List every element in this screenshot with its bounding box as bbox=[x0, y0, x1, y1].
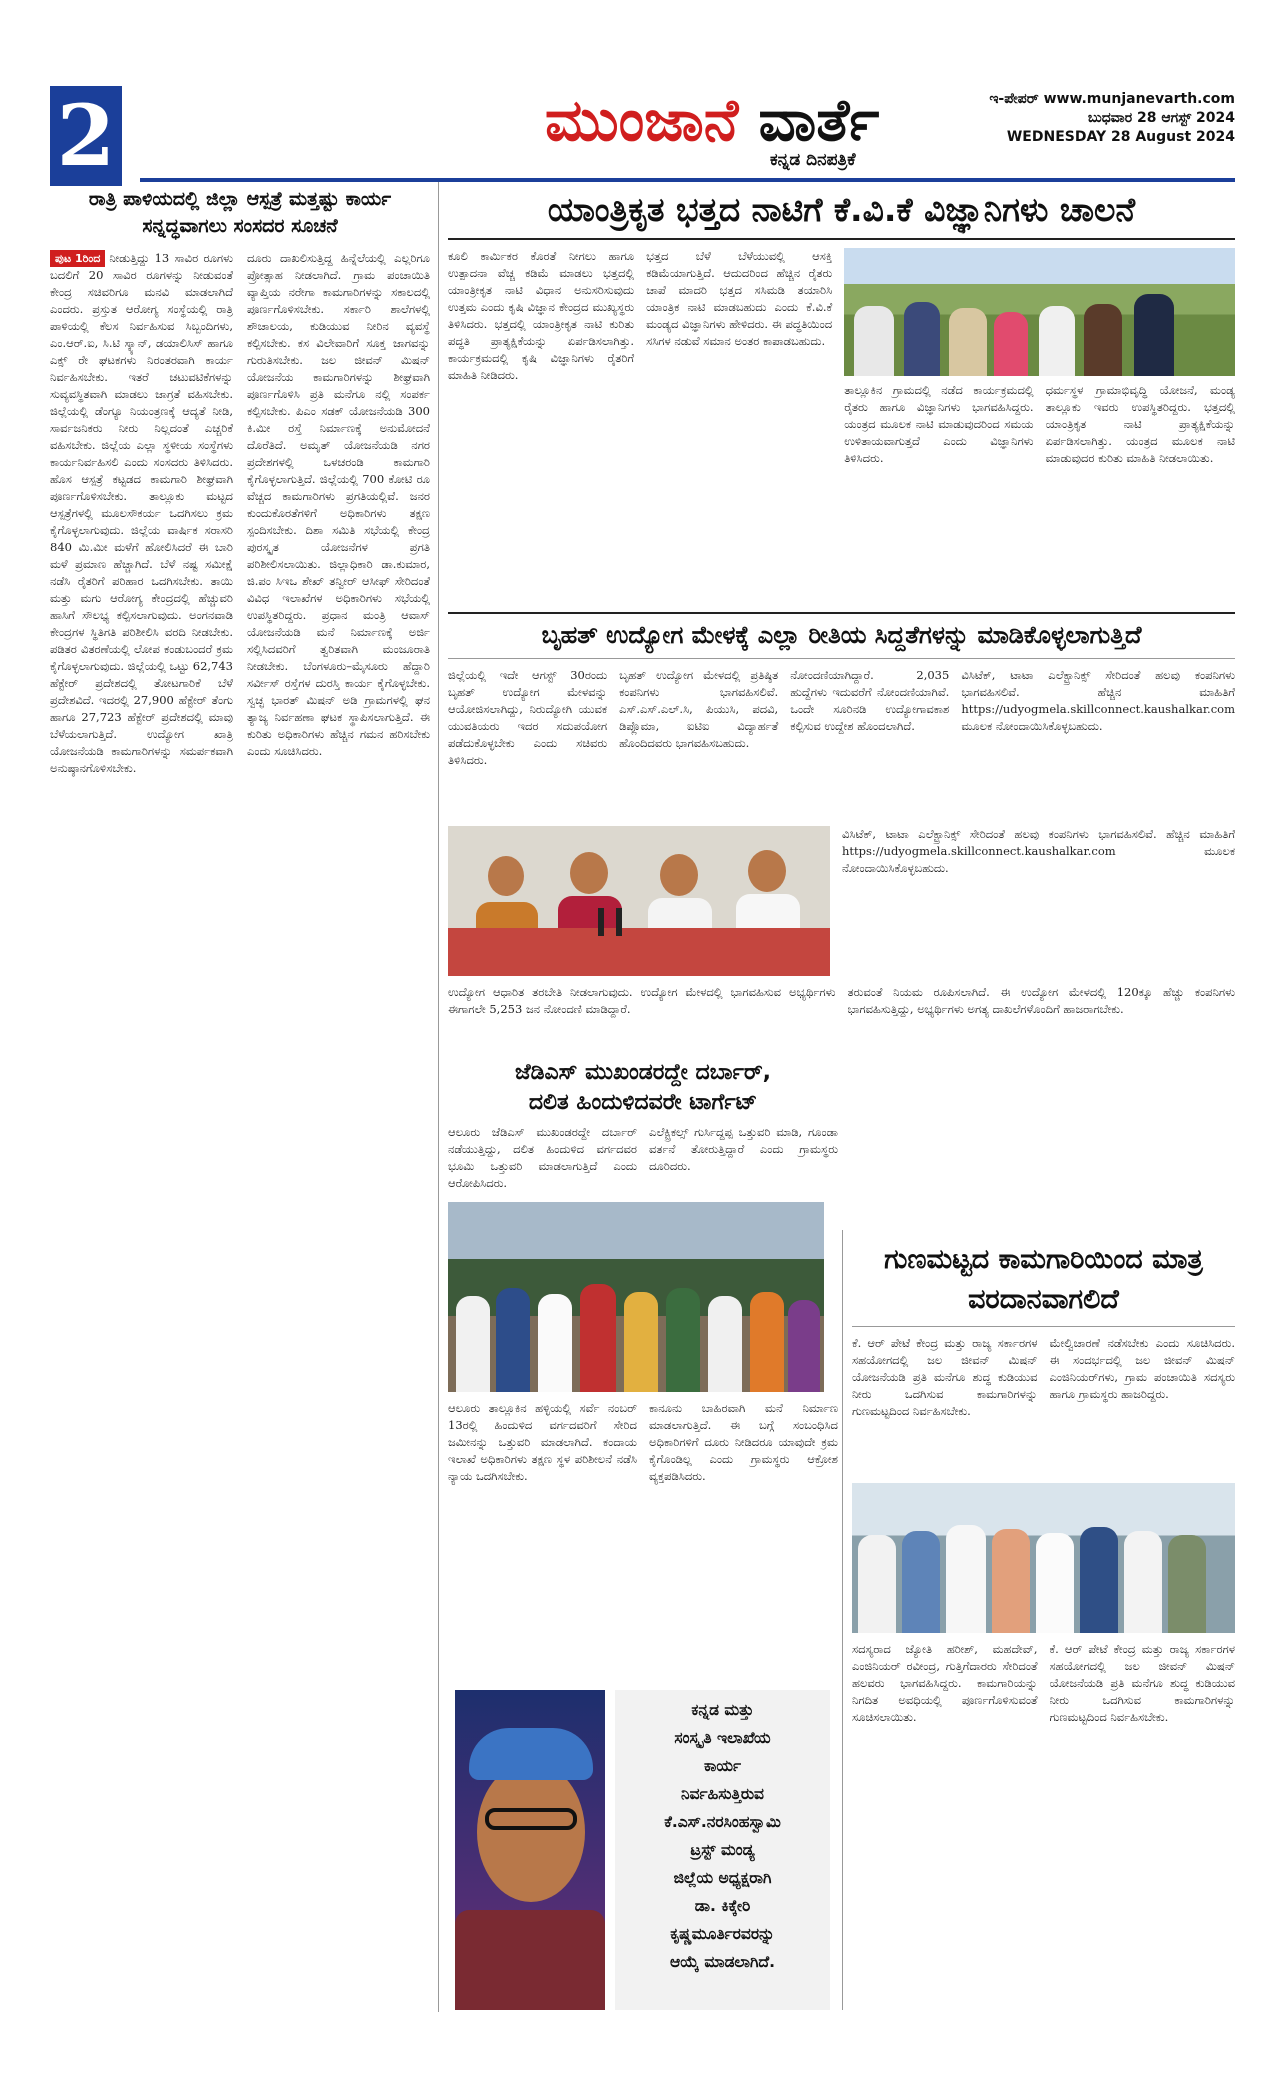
microphone-icon bbox=[598, 908, 604, 936]
left-story-text-1: ನೀಡುತ್ತಿದ್ದು 13 ಸಾವಿರ ರೂಗಳು ಬದಲಿಗೆ 20 ಸಾವಿರ ರೂಗಳನ್ನು ನೀಡುವಂತೆ ಕೇಂದ್ರ ಸಚಿವರಿಗೂ ಮನವಿ ಮಾಡಲಾಗಿದೆ ಎಂದರು. ಪ್ರಸ್ತುತ ಆರೋಗ್ಯ ಸಂಸ್ಥೆಯಲ್ಲಿ ರಾತ್ರಿ ಪಾಳಿಯಲ್ಲಿ ಕೆಲಸ ನಿರ್ವಹಿಸುವ ಸಿಬ್ಬಂದಿಗಳು, ಎಂ.ಆರ್.ಐ, ಸಿ.ಟಿ ಸ್ಕ್ಯಾನ್, ಡಯಾಲಿಸಿಸ್ ಹಾಗೂ ಎಕ್ಸ್ ರೇ ಘಟಕಗಳು ನಿರಂತರವಾಗಿ ಕಾರ್ಯ ನಿರ್ವಹಿಸಬೇಕು. ಇತರೆ ಚಟುವಟಿಕೆಗಳನ್ನು ಸುವ್ಯವಸ್ಥಿತವಾಗಿ ಮಾಡಲು ಜಾಗ್ರತೆ ವಹಿಸಬೇಕು. ಜಿಲ್ಲೆಯಲ್ಲಿ ಡೆಂಗ್ಯೂ ನಿಯಂತ್ರಣಕ್ಕೆ ಆದ್ಯತೆ ನೀಡಿ, ಸಾರ್ವಜನಿಕರು ನೀರು ನಿಲ್ಲದಂತೆ ಎಚ್ಚರಿಕೆ ವಹಿಸಬೇಕು. ಜಿಲ್ಲೆಯ ಎಲ್ಲಾ ಸ್ಥಳೀಯ ಸಂಸ್ಥೆಗಳು ಕಾರ್ಯನಿರ್ವಹಿಸಲಿ ಎಂದು ಸಂಸದರು ತಿಳಿಸಿದರು. ಹೊಸ ಆಸ್ಪತ್ರೆ ಕಟ್ಟಡದ ಕಾಮಗಾರಿ ಶೀಘ್ರವಾಗಿ ಪೂರ್ಣಗೊಳಿಸಬೇಕು. ತಾಲ್ಲೂಕು ಮಟ್ಟದ ಆಸ್ಪತ್ರೆಗಳಲ್ಲಿ ಮೂಲಸೌಕರ್ಯ ಒದಗಿಸಲು ಕ್ರಮ ಕೈಗೊಳ್ಳಲಾಗುವುದು. ಜಿಲ್ಲೆಯ ವಾರ್ಷಿಕ ಸರಾಸರಿ 840 ಮಿ.ಮೀ ಮಳೆಗೆ ಹೋಲಿಸಿದರೆ ಈ ಬಾರಿ ಮಳೆ ಪ್ರಮಾಣ ಹೆಚ್ಚಾಗಿದೆ. ಬೆಳೆ ನಷ್ಟ ಸಮೀಕ್ಷೆ ನಡೆಸಿ ರೈತರಿಗೆ ಪರಿಹಾರ ಒದಗಿಸಬೇಕು. ತಾಯಿ ಮತ್ತು ಮಗು ಆರೋಗ್ಯ ಕೇಂದ್ರದಲ್ಲಿ ಹೆಚ್ಚುವರಿ ಹಾಸಿಗೆ ಸೌಲಭ್ಯ ಕಲ್ಪಿಸಲಾಗುವುದು. ಅಂಗನವಾಡಿ ಕೇಂದ್ರಗಳ ಸ್ಥಿತಿಗತಿ ಪರಿಶೀಲಿಸಿ ವರದಿ ನೀಡಬೇಕು. ಪಡಿತರ ವಿತರಣೆಯಲ್ಲಿ ಲೋಪ ಕಂಡುಬಂದರೆ ಕ್ರಮ ಕೈಗೊಳ್ಳಲಾಗುವುದು. ಜಿಲ್ಲೆಯಲ್ಲಿ ಒಟ್ಟು 62,743 ಹೆಕ್ಟೇರ್ ಪ್ರದೇಶದಲ್ಲಿ ತೋಟಗಾರಿಕೆ ಬೆಳೆ ಪ್ರದೇಶವಿದೆ. ಇದರಲ್ಲಿ 27,900 ಹೆಕ್ಟೇರ್ ತೆಂಗು ಹಾಗೂ 27,723 ಹೆಕ್ಟೇರ್ ಪ್ರದೇಶದಲ್ಲಿ ಮಾವು ಬೆಳೆಯಲಾಗುತ್ತಿದೆ. ಉದ್ಯೋಗ ಖಾತ್ರಿ ಯೋಜನೆಯಡಿ ಕಾಮಗಾರಿಗಳನ್ನು ಸಮರ್ಪಕವಾಗಿ ಅನುಷ್ಠಾನಗೊಳಿಸಬೇಕು. bbox=[50, 251, 234, 775]
jds-intro-2: ಎಲೆಕ್ಟ್ರಿಕಲ್ಸ್ ಗುರ್ಸಿದ್ದಪ್ಪ ಒತ್ತುವರಿ ಮಾಡಿ, ಗೂಂಡಾ ವರ್ತನೆ ತೋರುತ್ತಿದ್ದಾರೆ ಎಂದು ಗ್ರಾಮಸ್ಥರು ದೂರಿದರು. bbox=[649, 1125, 838, 1173]
job-fair-headline: ಬೃಹತ್ ಉದ್ಯೋಗ ಮೇಳಕ್ಕೆ ಎಲ್ಲಾ ರೀತಿಯ ಸಿದ್ದತೆಗಳನ್ನು ಮಾಡಿಕೊಳ್ಳಲಾಗುತ್ತಿದೆ bbox=[448, 618, 1235, 659]
masthead bbox=[50, 86, 1235, 188]
jds-intro-1: ಆಲೂರು ಜೆಡಿಎಸ್ ಮುಖಂಡರದ್ದೇ ದರ್ಬಾರ್ ನಡೆಯುತ್ತಿದ್ದು, ದಲಿತ ಹಿಂದುಳಿದ ವರ್ಗದವರ ಭೂಮಿ ಒತ್ತುವರಿ ಮಾಡಲಾಗುತ್ತಿದೆ ಎಂದು ಆರೋಪಿಸಿದರು. bbox=[448, 1125, 637, 1190]
job-fair-column-1: ಜಿಲ್ಲೆಯಲ್ಲಿ ಇದೇ ಆಗಸ್ಟ್ 30ರಂದು ಬೃಹತ್ ಉದ್ಯೋಗ ಮೇಳವನ್ನು ಆಯೋಜಿಸಲಾಗಿದ್ದು, ನಿರುದ್ಯೋಗಿ ಯುವಕ ಯುವತಿಯರು ಇದರ ಸದುಪಯೋಗ ಪಡೆದುಕೊಳ್ಳಬೇಕು ಎಂದು ಸಚಿವರು ತಿಳಿಸಿದರು. bbox=[448, 668, 608, 767]
column-divider bbox=[842, 1230, 843, 2010]
jds-headline-2: ದಲಿತ ಹಿಂದುಳಿದವರೇ ಟಾರ್ಗೆಟ್ bbox=[528, 1090, 758, 1115]
seedling-column-1: ಕೂಲಿ ಕಾರ್ಮಿಕರ ಕೊರತೆ ನೀಗಲು ಹಾಗೂ ಉತ್ಪಾದನಾ ವೆಚ್ಚ ಕಡಿಮೆ ಮಾಡಲು ಭತ್ತದಲ್ಲಿ ಯಾಂತ್ರೀಕೃತ ನಾಟಿ ವಿಧಾನ ಅನುಸರಿಸುವುದು ಉತ್ತಮ ಎಂದು ಕೃಷಿ ವಿಜ್ಞಾನ ಕೇಂದ್ರದ ಮುಖ್ಯಸ್ಥರು ತಿಳಿಸಿದರು. ಭತ್ತದಲ್ಲಿ ಯಾಂತ್ರೀಕೃತ ನಾಟಿ ಕುರಿತು ಪದ್ಧತಿ ಪ್ರಾತ್ಯಕ್ಷಿಕೆಯನ್ನು ಏರ್ಪಡಿಸಲಾಗಿತ್ತು. ಕಾರ್ಯಕ್ರಮದಲ್ಲಿ ಕೃಷಿ ವಿಜ್ಞಾನಿಗಳು ರೈತರಿಗೆ ಮಾಹಿತಿ ನೀಡಿದರು. bbox=[448, 249, 635, 382]
left-story-column-2: ದೂರು ದಾಖಲಿಸುತ್ತಿದ್ದ ಹಿನ್ನೆಲೆಯಲ್ಲಿ ಎಲ್ಲರಿಗೂ ಪ್ರೋತ್ಸಾಹ ನೀಡಲಾಗಿದೆ. ಗ್ರಾಮ ಪಂಚಾಯಿತಿ ವ್ಯಾಪ್ತಿಯ ನರೇಗಾ ಕಾಮಗಾರಿಗಳನ್ನು ಸಕಾಲದಲ್ಲಿ ಪೂರ್ಣಗೊಳಿಸಬೇಕು. ಸರ್ಕಾರಿ ಶಾಲೆಗಳಲ್ಲಿ ಶೌಚಾಲಯ, ಕುಡಿಯುವ ನೀರಿನ ವ್ಯವಸ್ಥೆ ಕಲ್ಪಿಸಬೇಕು. ಕಸ ವಿಲೇವಾರಿಗೆ ಸೂಕ್ತ ಜಾಗವನ್ನು ಗುರುತಿಸಬೇಕು. ಜಲ ಜೀವನ್ ಮಿಷನ್ ಯೋಜನೆಯ ಕಾಮಗಾರಿಗಳನ್ನು ಶೀಘ್ರವಾಗಿ ಪೂರ್ಣಗೊಳಿಸಿ ಪ್ರತಿ ಮನೆಗೂ ನಲ್ಲಿ ಸಂಪರ್ಕ ಕಲ್ಪಿಸಬೇಕು. ಪಿಎಂ ಸಡಕ್ ಯೋಜನೆಯಡಿ 300 ಕಿ.ಮೀ ರಸ್ತೆ ನಿರ್ಮಾಣಕ್ಕೆ ಅನುಮೋದನೆ ದೊರೆತಿದೆ. ಅಮೃತ್ ಯೋಜನೆಯಡಿ ನಗರ ಪ್ರದೇಶಗಳಲ್ಲಿ ಒಳಚರಂಡಿ ಕಾಮಗಾರಿ ಕೈಗೊಳ್ಳಲಾಗುತ್ತಿದೆ. ಜಿಲ್ಲೆಯಲ್ಲಿ 700 ಕೋಟಿ ರೂ ವೆಚ್ಚದ ಕಾಮಗಾರಿಗಳು ಪ್ರಗತಿಯಲ್ಲಿವೆ. ಜನರ ಕುಂದುಕೊರತೆಗಳಿಗೆ ಅಧಿಕಾರಿಗಳು ತಕ್ಷಣ ಸ್ಪಂದಿಸಬೇಕು. ದಿಶಾ ಸಮಿತಿ ಸಭೆಯಲ್ಲಿ ಕೇಂದ್ರ ಪುರಸ್ಕೃತ ಯೋಜನೆಗಳ ಪ್ರಗತಿ ಪರಿಶೀಲಿಸಲಾಯಿತು. ಜಿಲ್ಲಾಧಿಕಾರಿ ಡಾ.ಕುಮಾರ, ಜಿ.ಪಂ ಸಿಇಒ ಶೇಖ್ ತನ್ವೀರ್ ಆಸೀಫ್ ಸೇರಿದಂತೆ ವಿವಿಧ ಇಲಾಖೆಗಳ ಅಧಿಕಾರಿಗಳು ಸಭೆಯಲ್ಲಿ ಉಪಸ್ಥಿತರಿದ್ದರು. ಪ್ರಧಾನ ಮಂತ್ರಿ ಆವಾಸ್ ಯೋಜನೆಯಡಿ ಮನೆ ನಿರ್ಮಾಣಕ್ಕೆ ಅರ್ಜಿ ಸಲ್ಲಿಸಿದವರಿಗೆ ತ್ವರಿತವಾಗಿ ಮಂಜೂರಾತಿ ನೀಡಬೇಕು. ಬೆಂಗಳೂರು–ಮೈಸೂರು ಹೆದ್ದಾರಿ ಸರ್ವೀಸ್ ರಸ್ತೆಗಳ ದುರಸ್ತಿ ಕಾರ್ಯ ಕೈಗೊಳ್ಳಬೇಕು. ಸ್ವಚ್ಛ ಭಾರತ್ ಮಿಷನ್ ಅಡಿ ಗ್ರಾಮಗಳಲ್ಲಿ ಘನ ತ್ಯಾಜ್ಯ ನಿರ್ವಹಣಾ ಘಟಕ ಸ್ಥಾಪಿಸಲಾಗುತ್ತಿದೆ. ಈ ಕುರಿತು ಅಧಿಕಾರಿಗಳು ಹೆಚ್ಚಿನ ಗಮನ ಹರಿಸಬೇಕು ಎಂದು ಸೂಚಿಸಿದರು. bbox=[247, 251, 430, 758]
page-number: 2 bbox=[50, 86, 122, 186]
date-kannada: ಬುಧವಾರ 28 ಆಗಸ್ಟ್ 2024 bbox=[1087, 110, 1235, 126]
turban-shape bbox=[469, 1728, 593, 1780]
announcement-line: ನಿರ್ವಹಿಸುತ್ತಿರುವ bbox=[680, 1785, 765, 1803]
jds-photo bbox=[448, 1202, 824, 1392]
announcement-line: ಕನ್ನಡ ಮತ್ತು bbox=[691, 1701, 754, 1719]
newspaper-brand bbox=[545, 86, 879, 154]
villager-figure bbox=[496, 1288, 530, 1392]
portrait-face bbox=[477, 1762, 585, 1902]
job-fair-column-4: ವಿಸಿಟೆಕ್, ಟಾಟಾ ಎಲೆಕ್ಟ್ರಾನಿಕ್ಸ್ ಸೇರಿದಂತೆ ಹಲವು ಕಂಪನಿಗಳು ಭಾಗವಹಿಸಲಿವೆ. ಹೆಚ್ಚಿನ ಮಾಹಿತಿಗೆ https://udyogmela.skillconnect.kaushalkar.com ಮೂಲಕ ನೋಂದಾಯಿಸಿಕೊಳ್ಳಬಹುದು. bbox=[961, 668, 1235, 733]
speaker-face bbox=[748, 850, 786, 892]
farmer-figure bbox=[1039, 306, 1075, 376]
official-figure bbox=[1168, 1535, 1206, 1633]
farmers-group bbox=[854, 306, 894, 376]
inauguration-photo bbox=[852, 1483, 1235, 1633]
glasses-icon bbox=[485, 1808, 577, 1830]
announcement-text bbox=[615, 1690, 830, 2010]
quality-column-1: ಕೆ. ಆರ್ ಪೇಟೆ ಕೇಂದ್ರ ಮತ್ತು ರಾಜ್ಯ ಸರ್ಕಾರಗಳ ಸಹಯೋಗದಲ್ಲಿ ಜಲ ಜೀವನ್ ಮಿಷನ್ ಯೋಜನೆಯಡಿ ಪ್ರತಿ ಮನೆಗೂ ಶುದ್ಧ ಕುಡಿಯುವ ನೀರು ಒದಗಿಸುವ ಕಾಮಗಾರಿಗಳನ್ನು ಗುಣಮಟ್ಟದಿಂದ ನಿರ್ವಹಿಸಬೇಕು. bbox=[852, 1336, 1038, 1418]
villager-figure bbox=[666, 1288, 700, 1392]
villager-figure bbox=[708, 1296, 742, 1392]
seedling-column-4: ಧರ್ಮಸ್ಥಳ ಗ್ರಾಮಾಭಿವೃದ್ಧಿ ಯೋಜನೆ, ಮಂಡ್ಯ ತಾಲ್ಲೂಕು ಇವರು ಉಪಸ್ಥಿತರಿದ್ದರು. ಭತ್ತದಲ್ಲಿ ಯಾಂತ್ರಿಕೃತ ನಾಟಿ ಪ್ರಾತ್ಯಕ್ಷಿಕೆಯನ್ನು ಏರ್ಪಡಿಸಲಾಗಿತ್ತು. ಯಂತ್ರದ ಮೂಲಕ ನಾಟಿ ಮಾಡುವುದರ ಕುರಿತು ಮಾಹಿತಿ ನೀಡಲಾಯಿತು. bbox=[1045, 383, 1235, 465]
portrait-photo bbox=[455, 1690, 605, 2010]
job-fair-column-2: ಬೃಹತ್ ಉದ್ಯೋಗ ಮೇಳದಲ್ಲಿ ಪ್ರತಿಷ್ಠಿತ ಕಂಪನಿಗಳು ಭಾಗವಹಿಸಲಿವೆ. ಎಸ್.ಎಸ್.ಎಲ್.ಸಿ, ಪಿಯುಸಿ, ಪದವಿ, ಡಿಪ್ಲೊಮಾ, ಐಟಿಐ ವಿದ್ಯಾರ್ಹತೆ ಹೊಂದಿದವರು ಭಾಗವಹಿಸಬಹುದು. bbox=[619, 668, 779, 750]
seedling-photo bbox=[844, 248, 1235, 376]
job-fair-sidebar-text: ವಿಸಿಟೆಕ್, ಟಾಟಾ ಎಲೆಕ್ಟ್ರಾನಿಕ್ಸ್ ಸೇರಿದಂತೆ ಹಲವು ಕಂಪನಿಗಳು ಭಾಗವಹಿಸಲಿವೆ. ಹೆಚ್ಚಿನ ಮಾಹಿತಿಗೆ https://udyogmela.skillconnect.kaushalkar.com ಮೂಲಕ ನೋಂದಾಯಿಸಿಕೊಳ್ಳಬಹುದು. bbox=[842, 827, 1235, 875]
announcement-line: ಆಯ್ಕೆ ಮಾಡಲಾಗಿದೆ. bbox=[670, 1953, 775, 1971]
announcement-line: ಜಿಲ್ಲೆಯ ಅಧ್ಯಕ್ಷರಾಗಿ bbox=[673, 1869, 772, 1887]
quality-column-3: ಸದಸ್ಯರಾದ ಜ್ಯೋತಿ ಹರೀಶ್, ಮಹದೇವ್, ಎಂಜಿನಿಯರ್ ರವೀಂದ್ರ, ಗುತ್ತಿಗೆದಾರರು ಸೇರಿದಂತೆ ಹಲವರು ಭಾಗವಹಿಸಿದ್ದರು. ಕಾಮಗಾರಿಯನ್ನು ನಿಗದಿತ ಅವಧಿಯಲ್ಲಿ ಪೂರ್ಣಗೊಳಿಸುವಂತೆ ಸೂಚಿಸಲಾಯಿತು. bbox=[852, 1642, 1038, 1724]
tagline: ಕನ್ನಡ ದಿನಪತ್ರಿಕೆ bbox=[770, 150, 856, 170]
left-story-column-1 bbox=[50, 250, 233, 2010]
speaker-face bbox=[570, 852, 608, 894]
official-figure bbox=[1036, 1533, 1074, 1633]
quality-column-2: ಮೇಲ್ವಿಚಾರಣೆ ನಡೆಸಬೇಕು ಎಂದು ಸೂಚಿಸಿದರು. ಈ ಸಂದರ್ಭದಲ್ಲಿ ಜಲ ಜೀವನ್ ಮಿಷನ್ ಎಂಜಿನಿಯರ್‌ಗಳು, ಗ್ರಾಮ ಪಂಚಾಯಿತಿ ಸದಸ್ಯರು ಹಾಗೂ ಗ್ರಾಮಸ್ಥರು ಹಾಜರಿದ್ದರು. bbox=[1049, 1336, 1235, 1401]
official-figure bbox=[902, 1531, 940, 1633]
villager-figure bbox=[456, 1296, 490, 1392]
farmer-figure bbox=[1134, 294, 1174, 376]
continuation-tag: ಪುಟ 1ರಿಂದ bbox=[50, 250, 105, 267]
villager-figure bbox=[624, 1292, 658, 1392]
villager-figure bbox=[750, 1292, 784, 1392]
left-story bbox=[50, 182, 430, 2022]
date-english: WEDNESDAY 28 August 2024 bbox=[1006, 129, 1235, 145]
official-figure bbox=[946, 1525, 986, 1633]
quality-work-story bbox=[852, 1240, 1235, 2010]
seedling-story bbox=[448, 188, 1235, 608]
job-fair-below-1: ಉದ್ಯೋಗ ಆಧಾರಿತ ತರಬೇತಿ ನೀಡಲಾಗುವುದು. ಉದ್ಯೋಗ ಮೇಳದಲ್ಲಿ ಭಾಗವಹಿಸುವ ಅಭ್ಯರ್ಥಿಗಳು ಈಗಾಗಲೇ 5,253 ಜನ ನೋಂದಣಿ ಮಾಡಿದ್ದಾರೆ. bbox=[448, 985, 836, 1016]
villager-figure bbox=[538, 1294, 572, 1392]
announcement-line: ಡಾ. ಕಿಕ್ಕೇರಿ bbox=[694, 1897, 751, 1915]
official-figure bbox=[1124, 1531, 1162, 1633]
announcement-box bbox=[455, 1690, 830, 2010]
quality-work-headline: ಗುಣಮಟ್ಟದ ಕಾಮಗಾರಿಯಿಂದ ಮಾತ್ರ ವರದಾನವಾಗಲಿದೆ bbox=[852, 1240, 1235, 1327]
brand-part2: ವಾರ್ತೆ bbox=[758, 86, 880, 154]
brand-part1: ಮುಂಜಾನೆ bbox=[545, 86, 739, 154]
seedling-column-3: ತಾಲ್ಲೂಕಿನ ಗ್ರಾಮದಲ್ಲಿ ನಡೆದ ಕಾರ್ಯಕ್ರಮದಲ್ಲಿ ರೈತರು ಹಾಗೂ ವಿಜ್ಞಾನಿಗಳು ಭಾಗವಹಿಸಿದ್ದರು. ಯಂತ್ರದ ಮೂಲಕ ನಾಟಿ ಮಾಡುವುದರಿಂದ ಸಮಯ ಉಳಿತಾಯವಾಗುತ್ತದೆ ಎಂದು ವಿಜ್ಞಾನಿಗಳು ತಿಳಿಸಿದರು. bbox=[844, 383, 1034, 465]
jds-headline-1: ಜೆಡಿಎಸ್ ಮುಖಂಡರದ್ದೇ ದರ್ಬಾರ್, bbox=[514, 1060, 772, 1085]
official-figure bbox=[992, 1529, 1030, 1633]
official-figure bbox=[858, 1535, 896, 1633]
farmer-figure bbox=[904, 302, 940, 376]
announcement-line: ಕೆ.ಎಸ್.ನರಸಿಂಹಸ್ವಾಮಿ bbox=[664, 1813, 781, 1831]
jds-column-1: ಆಲೂರು ತಾಲ್ಲೂಕಿನ ಹಳ್ಳಿಯಲ್ಲಿ ಸರ್ವೆ ನಂಬರ್ 13ರಲ್ಲಿ ಹಿಂದುಳಿದ ವರ್ಗದವರಿಗೆ ಸೇರಿದ ಜಮೀನನ್ನು ಒತ್ತುವರಿ ಮಾಡಲಾಗಿದೆ. ಕಂದಾಯ ಇಲಾಖೆ ಅಧಿಕಾರಿಗಳು ತಕ್ಷಣ ಸ್ಥಳ ಪರಿಶೀಲನೆ ನಡೆಸಿ ನ್ಯಾಯ ಒದಗಿಸಬೇಕು. bbox=[448, 1401, 637, 1483]
website-link[interactable]: ಇ-ಪೇಪರ್ www.munjanevarth.com bbox=[989, 91, 1235, 107]
jds-story bbox=[448, 1058, 838, 1758]
column-divider bbox=[438, 182, 439, 2012]
seedling-column-2: ಭತ್ತದ ಬೆಳೆ ಬೆಳೆಯುವಲ್ಲಿ ಆಸಕ್ತಿ ಕಡಿಮೆಯಾಗುತ್ತಿದೆ. ಆದುದರಿಂದ ಹೆಚ್ಚಿನ ರೈತರು ಚಾಪೆ ಮಾದರಿ ಭತ್ತದ ಸಸಿಮಡಿ ತಯಾರಿಸಿ ಯಾಂತ್ರಿಕ ನಾಟಿ ಮಾಡಬಹುದು ಎಂದು ಕೆ.ವಿ.ಕೆ ಮಂಡ್ಯದ ವಿಜ್ಞಾನಿಗಳು ಹೇಳಿದರು. ಈ ಪದ್ಧತಿಯಿಂದ ಸಸಿಗಳ ನಡುವೆ ಸಮಾನ ಅಂತರ ಕಾಪಾಡಬಹುದು. bbox=[646, 249, 833, 348]
portrait-shirt bbox=[455, 1910, 605, 2010]
edition-info bbox=[989, 90, 1235, 147]
official-figure bbox=[1080, 1527, 1118, 1633]
farmer-figure bbox=[994, 312, 1028, 376]
farmer-figure bbox=[1084, 304, 1122, 376]
seedling-headline: ಯಾಂತ್ರಿಕೃತ ಭತ್ತದ ನಾಟಿಗೆ ಕೆ.ವಿ.ಕೆ ವಿಜ್ಞಾನಿಗಳು ಚಾಲನೆ bbox=[448, 188, 1235, 240]
announcement-line: ಟ್ರಸ್ಟ್ ಮಂಡ್ಯ bbox=[690, 1841, 755, 1859]
speaker-face bbox=[660, 854, 698, 896]
jds-column-2: ಕಾನೂನು ಬಾಹಿರವಾಗಿ ಮನೆ ನಿರ್ಮಾಣ ಮಾಡಲಾಗುತ್ತಿದೆ. ಈ ಬಗ್ಗೆ ಸಂಬಂಧಿಸಿದ ಅಧಿಕಾರಿಗಳಿಗೆ ದೂರು ನೀಡಿದರೂ ಯಾವುದೇ ಕ್ರಮ ಕೈಗೊಂಡಿಲ್ಲ ಎಂದು ಗ್ರಾಮಸ್ಥರು ಆಕ್ರೋಶ ವ್ಯಕ್ತಪಡಿಸಿದರು. bbox=[649, 1401, 838, 1483]
announcement-line: ಕಾರ್ಯ bbox=[703, 1757, 742, 1775]
press-meet-photo bbox=[448, 826, 830, 976]
left-story-headline: ರಾತ್ರಿ ಪಾಳಿಯದಲ್ಲಿ ಜಿಲ್ಲಾ ಆಸ್ಪತ್ರೆ ಮತ್ತಷ್ಟು ಕಾರ್ಯ ಸನ್ನದ್ಧವಾಗಲು ಸಂಸದರ ಸೂಚನೆ bbox=[88, 188, 392, 237]
announcement-line: ಸಂಸ್ಕೃತಿ ಇಲಾಖೆಯ bbox=[674, 1729, 771, 1747]
villager-figure bbox=[580, 1284, 616, 1392]
quality-column-4: ಕೆ. ಆರ್ ಪೇಟೆ ಕೇಂದ್ರ ಮತ್ತು ರಾಜ್ಯ ಸರ್ಕಾರಗಳ ಸಹಯೋಗದಲ್ಲಿ ಜಲ ಜೀವನ್ ಮಿಷನ್ ಯೋಜನೆಯಡಿ ಪ್ರತಿ ಮನೆಗೂ ಶುದ್ಧ ಕುಡಿಯುವ ನೀರು ಒದಗಿಸುವ ಕಾಮಗಾರಿಗಳನ್ನು ಗುಣಮಟ್ಟದಿಂದ ನಿರ್ವಹಿಸಬೇಕು. bbox=[1049, 1642, 1235, 1724]
job-fair-column-3: ನೋಂದಣಿಯಾಗಿದ್ದಾರೆ. 2,035 ಹುದ್ದೆಗಳು ಇದುವರೆಗೆ ನೋಂದಣಿಯಾಗಿವೆ. ಒಂದೇ ಸೂರಿನಡಿ ಉದ್ಯೋಗಾವಕಾಶ ಕಲ್ಪಿಸುವ ಉದ್ದೇಶ ಹೊಂದಲಾಗಿದೆ. bbox=[790, 668, 950, 733]
announcement-line: ಕೃಷ್ಣಮೂರ್ತಿರವರನ್ನು bbox=[670, 1925, 775, 1943]
villager-figure bbox=[788, 1300, 820, 1392]
microphone-icon bbox=[616, 908, 622, 936]
press-table bbox=[448, 928, 830, 976]
speaker-face bbox=[488, 856, 524, 896]
job-fair-below-2: ತರುವಂತೆ ನಿಯಮ ರೂಪಿಸಲಾಗಿದೆ. ಈ ಉದ್ಯೋಗ ಮೇಳದಲ್ಲಿ 120ಕ್ಕೂ ಹೆಚ್ಚು ಕಂಪನಿಗಳು ಭಾಗವಹಿಸುತ್ತಿದ್ದು, ಅಭ್ಯರ್ಥಿಗಳು ಅಗತ್ಯ ದಾಖಲೆಗಳೊಂದಿಗೆ ಹಾಜರಾಗಬೇಕು. bbox=[847, 985, 1235, 1016]
section-divider bbox=[448, 612, 1235, 614]
farmer-figure bbox=[949, 308, 987, 376]
